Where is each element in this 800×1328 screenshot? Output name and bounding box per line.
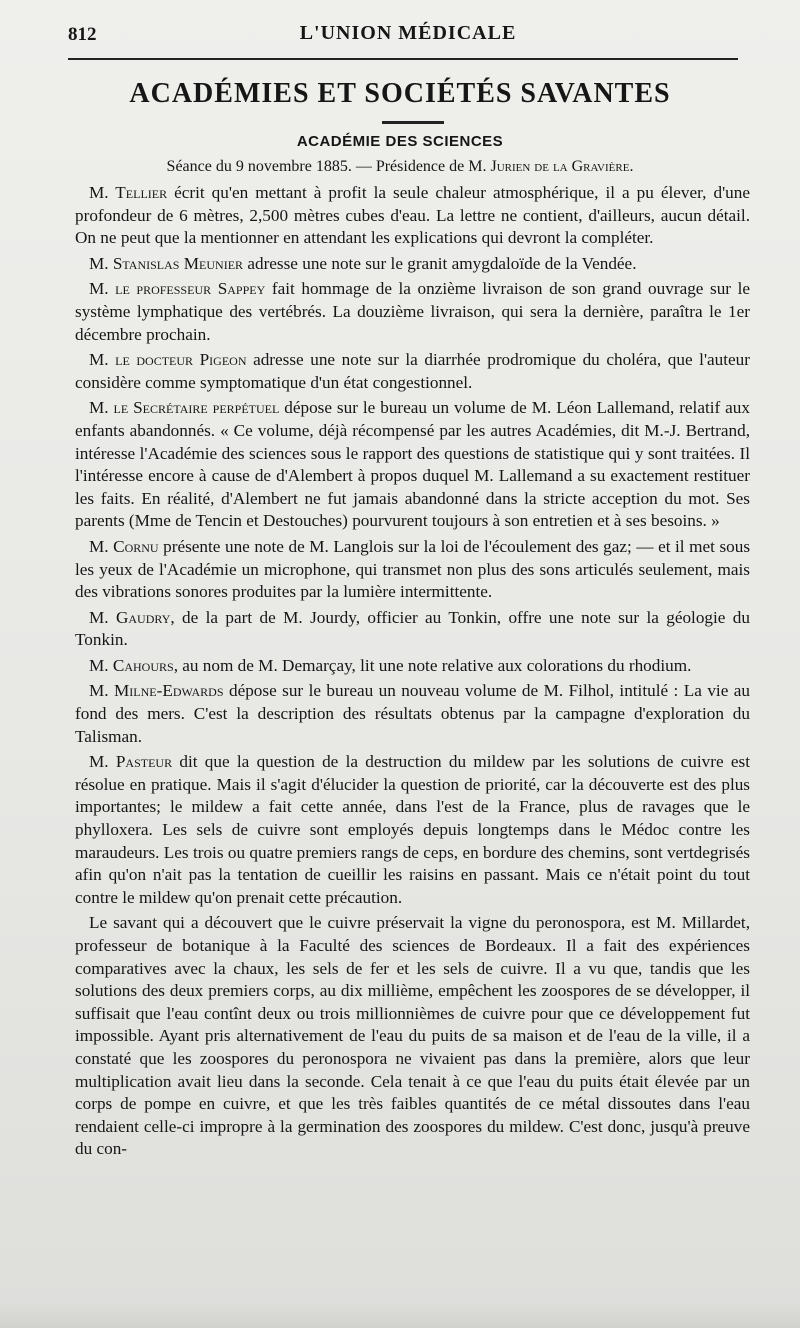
paragraph <box>75 607 750 652</box>
paragraph <box>75 751 750 909</box>
paragraph <box>75 278 750 346</box>
seance-end: . <box>629 158 634 175</box>
speaker-name: M. le professeur Sappey <box>89 279 266 299</box>
speaker-name: M. Stanislas Meunier <box>89 253 244 273</box>
subsection-title: ACADÉMIE DES SCIENCES <box>296 133 504 150</box>
paragraph-text: dit que la question de la destruction du mildew par les solutions de cuivre est résolue en pratique. Mais il s'agit d'élucider la question de priorité, car la découverte est des plus importantes; le mildew a fait cette année, dans l'est de la France, plus de ravages que le phylloxera. Les sels de cuivre sont employés depuis longtemps dans le Médoc contre les maraudeurs. Les trois ou quatre premiers rangs de ceps, en bordure des chemins, sont vertdegrisés afin qu'on n'ait pas la tentation de cueillir les raisins en passant. Mais ce n'était point du tout contre le mildew qu'on prenait cette précaution. <box>75 752 750 907</box>
paragraph-text: adresse une note sur le granit amygdaloïde de la Vendée. <box>243 253 637 273</box>
paragraph <box>75 912 750 1161</box>
speaker-name: M. Cahours <box>89 655 174 675</box>
speaker-name: M. le Secrétaire perpétuel <box>89 398 280 418</box>
paragraph-text: présente une note de M. Langlois sur la loi de l'écoulement des gaz; — et il met sous les yeux de l'Académie un microphone, qui transmet non plus des sons articulés seulement, mais des vibrations sonores produites par la lumière intermittente. <box>75 536 751 602</box>
paragraph-text: dépose sur le bureau un nouveau volume de M. Filhol, intitulé : La vie au fond des mers. C'est la description des résultats obtenus par la campagne d'exploration du Talisman. <box>75 681 750 746</box>
paragraph-text: Le savant qui a découvert que le cuivre préservait la vigne du peronospora, est M. Millardet, professeur de botanique à la Faculté des sciences de Bordeaux. Il a fait des expériences comparatives avec la chaux, les sels de fer et les sels de cuivre. Il a vu que, tandis que les solutions des deux premiers corps, au dix millième, empêchent les zoospores de se développer, il suffisait que l'eau contînt deux ou trois millionnièmes de cuivre pour que ce développement fut impossible. Ayant pris alternativement de l'eau du puits de sa maison et de l'eau de la ville, il a constaté que les zoospores du peronospora ne vivaient pas dans la première, alors que leur multiplication avait lieu dans la seconde. Cela tenait à ce que l'eau du puits était élevée par un corps de pompe en cuivre, et que les très faibles quantités de ce métal dissoutes dans l'eau rendaient celle-ci impropre à la germination des zoospores du mildew. C'est donc, jusqu'à preuve du con- <box>75 913 750 1159</box>
section-title: ACADÉMIES ET SOCIÉTÉS SAVANTES <box>129 78 671 109</box>
journal-title: L'UNION MÉDICALE <box>299 22 517 44</box>
paragraph-text: écrit qu'en mettant à profit la seule chaleur atmosphérique, il a pu élever, d'une profondeur de 6 mètres, 2,500 mètres cubes d'eau. La lettre ne contient, d'ailleurs, aucun détail. On ne peut que la mentionner en attendant les explications qui devront la compléter. <box>75 183 750 248</box>
seance-line <box>0 158 800 176</box>
paragraph-text: , au nom de M. Demarçay, lit une note relative aux colorations du rhodium. <box>173 655 692 675</box>
seance-text: Séance du 9 novembre 1885. — Présidence de M. <box>166 158 491 175</box>
speaker-name: M. Milne-Edwards <box>89 681 224 701</box>
paragraph <box>75 182 750 250</box>
paragraph-text: adresse une note sur la diarrhée prodromique du choléra, que l'auteur considère comme symptomatique d'un état congestionnel. <box>75 350 750 392</box>
speaker-name: M. Gaudry <box>89 607 171 627</box>
header-rule <box>68 58 738 60</box>
paragraph <box>75 349 750 394</box>
paragraph <box>75 397 750 533</box>
running-head <box>68 20 748 50</box>
paragraph <box>75 536 750 604</box>
speaker-name: M. Cornu <box>89 536 159 556</box>
speaker-name: M. le docteur Pigeon <box>89 350 247 370</box>
paragraph <box>75 680 750 748</box>
paragraph-text: fait hommage de la onzième livraison de son grand ouvrage sur le système lymphatique des vertébrés. La douzième livraison, qui sera la dernière, paraîtra le 1er décembre prochain. <box>75 279 750 344</box>
page-number: 812 <box>68 24 97 45</box>
speaker-name: M. Tellier <box>89 183 168 202</box>
text-column <box>75 182 750 1164</box>
president-name: Jurien de la Gravière <box>490 158 630 175</box>
paragraph <box>75 253 750 276</box>
speaker-name: M. Pasteur <box>89 752 173 772</box>
paragraph <box>75 655 750 678</box>
paragraph-text: dépose sur le bureau un volume de M. Léon Lallemand, relatif aux enfants abandonnés. « Ce volume, déjà récompensé par les autres Académies, dit M.-J. Bertrand, intéresse l'Académie des sciences sous le rapport des questions de statistique qui y sont traitées. Il l'intéresse encore à cause de d'Alembert à propos duquel M. Lallemand a su exactement restituer les faits. En réalité, d'Alembert ne fut jamais abandonné dans la stricte acception du mot. Ses parents (Mme de Tencin et Destouches) pourvurent toujours à son entretien et à ses besoins. » <box>75 398 750 531</box>
title-rule <box>382 121 444 124</box>
page-edge-shade <box>0 1300 800 1328</box>
paragraph-text: , de la part de M. Jourdy, officier au Tonkin, offre une note sur la géologie du Tonkin. <box>75 607 750 650</box>
